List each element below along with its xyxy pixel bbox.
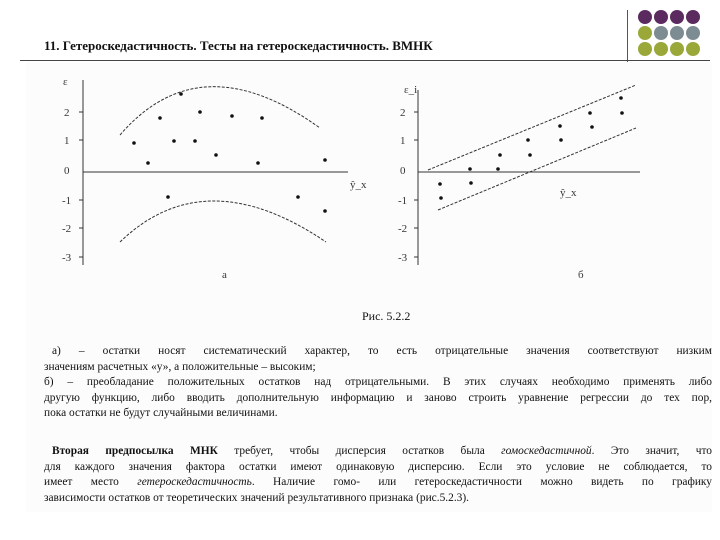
- panel-b-sublabel: б: [578, 269, 584, 281]
- panel-a: [62, 76, 367, 281]
- text-fragment: требует, чтобы дисперсия остатков была: [217, 445, 502, 457]
- text-line: а) – остатки носят систематический характер, то есть отрицательные значения соответствуют низким: [52, 345, 712, 357]
- lower-boundary-line: [438, 128, 636, 210]
- text-line: [44, 444, 712, 460]
- italic-term: гомоскедастичной: [501, 445, 592, 457]
- tick-label: -3: [398, 252, 408, 264]
- panel-a-x-label: ŷ_x: [350, 179, 367, 191]
- tick-label: 1: [64, 135, 70, 147]
- text-fragment: . Это значит, что: [591, 445, 712, 457]
- panel-b-x-label: ŷ_x: [560, 187, 577, 199]
- tick-label: -2: [62, 223, 72, 235]
- text-line: зависимости остатков от теоретических значений результативного признака (рис.5.2.3).: [44, 491, 470, 504]
- tick-label: 0: [64, 165, 70, 177]
- paragraph-residuals: [44, 344, 712, 422]
- text-line: другую функцию, либо вводить дополнительную информацию и заново строить уравнение регрессии до тех пор,: [44, 391, 712, 404]
- paragraph-second-assumption: [44, 444, 712, 506]
- panel-a-points: [132, 92, 327, 213]
- tick-label: 2: [64, 107, 70, 119]
- tick-label: -1: [62, 195, 72, 207]
- text-fragment: . Наличие гомо- или гетероскедастичности можно видеть по графику: [251, 476, 712, 488]
- tick-label: -1: [398, 195, 408, 207]
- text-line: пока остатки не будут случайными величинами.: [44, 407, 278, 419]
- text-fragment: имеет место: [44, 476, 138, 488]
- slide-title: 11. Гетероскедастичность. Тесты на гетероскедастичность. ВМНК: [44, 38, 433, 53]
- figure-caption: Рис. 5.2.2: [362, 309, 411, 323]
- panel-b-ticks: [398, 107, 418, 264]
- panel-b: [398, 84, 640, 281]
- panel-a-ticks: [62, 107, 83, 264]
- tick-label: 1: [400, 135, 406, 147]
- tick-label: -3: [62, 252, 72, 264]
- italic-term: гетероскедастичность: [137, 476, 252, 488]
- tick-label: 2: [400, 107, 406, 119]
- text-line: для каждого значения фактора остатки имеют одинаковую дисперсию. Если это условие не соблюдается, то: [44, 460, 712, 473]
- tick-label: 0: [400, 165, 406, 177]
- tick-label: -2: [398, 223, 408, 235]
- panel-b-points: [438, 96, 624, 200]
- upper-boundary-line: [428, 85, 636, 170]
- upper-boundary-curve: [120, 87, 320, 135]
- panel-a-sublabel: a: [222, 269, 227, 281]
- panel-a-y-label: ε: [63, 76, 68, 88]
- text-line: б) – преобладание положительных остатков над отрицательными. В этих случаях необходимо применять либо: [44, 376, 712, 388]
- text-line: [44, 475, 712, 491]
- panel-b-y-label: ε_i: [404, 84, 418, 96]
- lower-boundary-curve: [120, 201, 326, 242]
- bold-term: Вторая предпосылка МНК: [52, 445, 218, 457]
- text-line: значениям расчетных «у», а положительные – высоким;: [44, 360, 316, 373]
